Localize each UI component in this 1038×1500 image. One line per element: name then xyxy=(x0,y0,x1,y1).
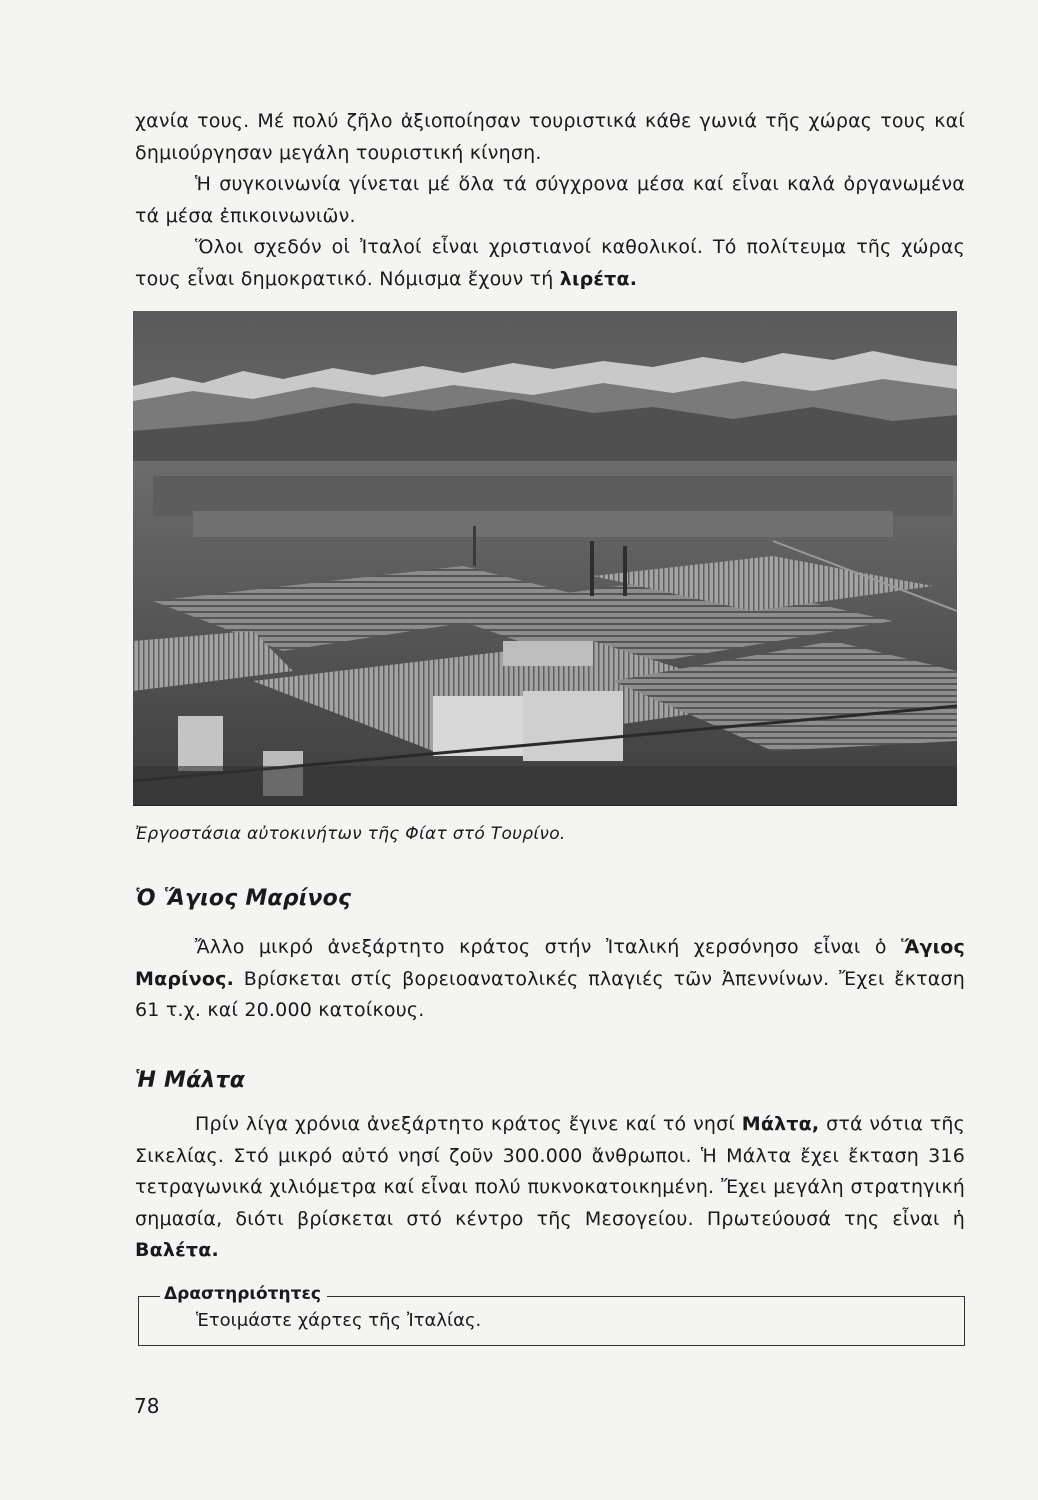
photo-caption: Ἐργοστάσια αὐτοκινήτων τῆς Φίατ στό Τουρίνο. xyxy=(135,824,566,844)
fiat-factory-photo xyxy=(133,311,957,806)
san-marino-heading: Ὁ Ἅγιος Μαρίνος xyxy=(135,886,352,911)
activities-title: Δραστηριότητες xyxy=(160,1284,327,1304)
currency-term: λιρέτα. xyxy=(559,267,638,290)
malta-term: Μάλτα, xyxy=(741,1113,820,1135)
san-marino-paragraph: Ἄλλο μικρό ἀνεξάρτητο κράτος στήν Ἰταλική χερσόνησο εἶναι ὁ Ἅγιος Μαρίνος. Βρίσκεται στίς βορειοανατολικές πλαγιές τῶν Ἀπεννίνων. Ἔχει ἔκταση 61 τ.χ. καί 20.000 κατοίκους. xyxy=(135,936,965,1021)
page-number: 78 xyxy=(134,1394,160,1418)
intro-paragraph-2: Ἡ συγκοινωνία γίνεται μέ ὅλα τά σύγχρονα μέσα καί εἶναι καλά ὀργανωμένα τά μέσα ἐπικοινωνιῶν. xyxy=(135,173,965,227)
intro-paragraph-3: Ὅλοι σχεδόν οἱ Ἰταλοί εἶναι χριστιανοί καθολικοί. Τό πολίτευμα τῆς χώρας τους εἶναι δημοκρατικό. Νόμισμα ἔχουν τή λιρέτα. xyxy=(135,236,965,290)
intro-paragraph-1: χανία τους. Μέ πολύ ζῆλο ἀξιοποίησαν τουριστικά κάθε γωνιά τῆς χώρας τους καί δημιούργησαν μεγάλη τουριστική κίνηση. xyxy=(135,110,965,164)
malta-paragraph: Πρίν λίγα χρόνια ἀνεξάρτητο κράτος ἔγινε καί τό νησί Μάλτα, στά νότια τῆς Σικελίας. Στό μικρό αὐτό νησί ζοῦν 300.000 ἄνθρωποι. Ἡ Μάλτα ἔχει ἔκταση 316 τετραγωνικά χιλιόμετρα καί εἶναι πολύ πυκνοκατοικημένη. Ἔχει μεγάλη στρατηγική σημασία, διότι βρίσκεται στό κέντρο τῆς Μεσογείου. Πρωτεύουσά της εἶναι ἡ Βαλέτα. xyxy=(135,1113,966,1261)
malta-heading: Ἡ Μάλτα xyxy=(135,1068,246,1093)
san-marino-term: Ἅγιος Μαρίνος. xyxy=(135,936,965,990)
activities-text: Ἑτοιμάστε χάρτες τῆς Ἰταλίας. xyxy=(196,1310,482,1331)
factory-aerial-illustration xyxy=(133,311,957,805)
valletta-term: Βαλέτα. xyxy=(135,1239,219,1261)
